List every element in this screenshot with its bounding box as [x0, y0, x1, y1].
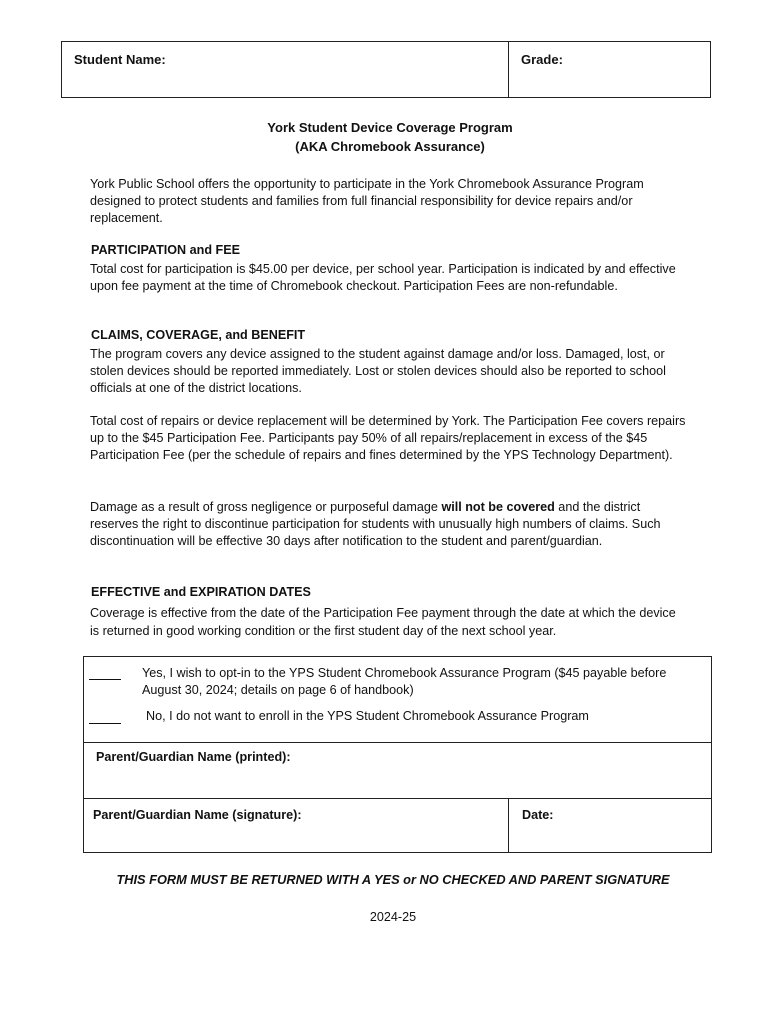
effective-heading: EFFECTIVE and EXPIRATION DATES [91, 585, 311, 599]
opt-in-label: Yes, I wish to opt-in to the YPS Student Chromebook Assurance Program ($45 payable before August 30, 2024; details on page 6 of handbook) [142, 666, 667, 697]
program-subtitle: (AKA Chromebook Assurance) [295, 139, 485, 154]
claims-p3-text-a: Damage as a result of gross negligence or purposeful damage [90, 500, 442, 514]
school-year: 2024-25 [369, 910, 417, 924]
form-divider [84, 798, 711, 799]
student-info-table [61, 41, 711, 98]
claims-paragraph-1: The program covers any device assigned to the student against damage and/or loss. Damaged, lost, or stolen devices should be reported immediately. Lost or stolen devices should also be reported to school officials at one of the district locations. [90, 347, 666, 395]
claims-paragraph-3 [90, 499, 690, 549]
date-label: Date: [522, 808, 554, 822]
claims-paragraph-2: Total cost of repairs or device replacement will be determined by York. The Participation Fee covers repairs up to the $45 Participation Fee. Participants pay 50% of all repairs/replacement in excess of the $45 Participation Fee (per the schedule of repairs and fines determined by the YPS Technology Department). [90, 414, 686, 462]
program-title: York Student Device Coverage Program [267, 120, 513, 135]
grade-label: Grade: [521, 52, 563, 67]
participation-heading: PARTICIPATION and FEE [91, 243, 241, 257]
claims-p3-text-b: and the district reserves the right to discontinue participation for students with unusually high numbers of claims. Such discontinuation will be effective 30 days after notification to the student and parent/guardian. [90, 500, 661, 548]
participation-paragraph: Total cost for participation is $45.00 per device, per school year. Participation is indicated by and effective upon fee payment at the time of Chromebook checkout. Participation Fees are non-refundable. [90, 262, 676, 293]
grade-field[interactable] [509, 42, 710, 97]
claims-heading: CLAIMS, COVERAGE, and BENEFIT [91, 328, 306, 342]
guardian-printed-label: Parent/Guardian Name (printed): [96, 750, 291, 764]
not-covered-emphasis: will not be covered [441, 500, 555, 514]
enrollment-form [83, 656, 712, 853]
effective-paragraph: Coverage is effective from the date of the Participation Fee payment through the date at which the device is returned in good working condition or the first student day of the next school year. [90, 606, 676, 638]
form-divider [84, 742, 711, 743]
intro-paragraph: York Public School offers the opportunity to participate in the York Chromebook Assurance Program designed to protect students and families from full financial responsibility for device repairs and/or replacement. [90, 177, 644, 225]
return-notice: THIS FORM MUST BE RETURNED WITH A YES or NO CHECKED AND PARENT SIGNATURE [116, 872, 670, 887]
form-divider [508, 798, 509, 852]
student-name-field[interactable] [62, 42, 509, 97]
student-name-label: Student Name: [74, 52, 166, 67]
opt-in-checkbox-line[interactable] [89, 667, 121, 680]
opt-out-checkbox-line[interactable] [89, 711, 121, 724]
opt-out-label: No, I do not want to enroll in the YPS Student Chromebook Assurance Program [146, 709, 589, 723]
guardian-signature-label: Parent/Guardian Name (signature): [93, 808, 302, 822]
